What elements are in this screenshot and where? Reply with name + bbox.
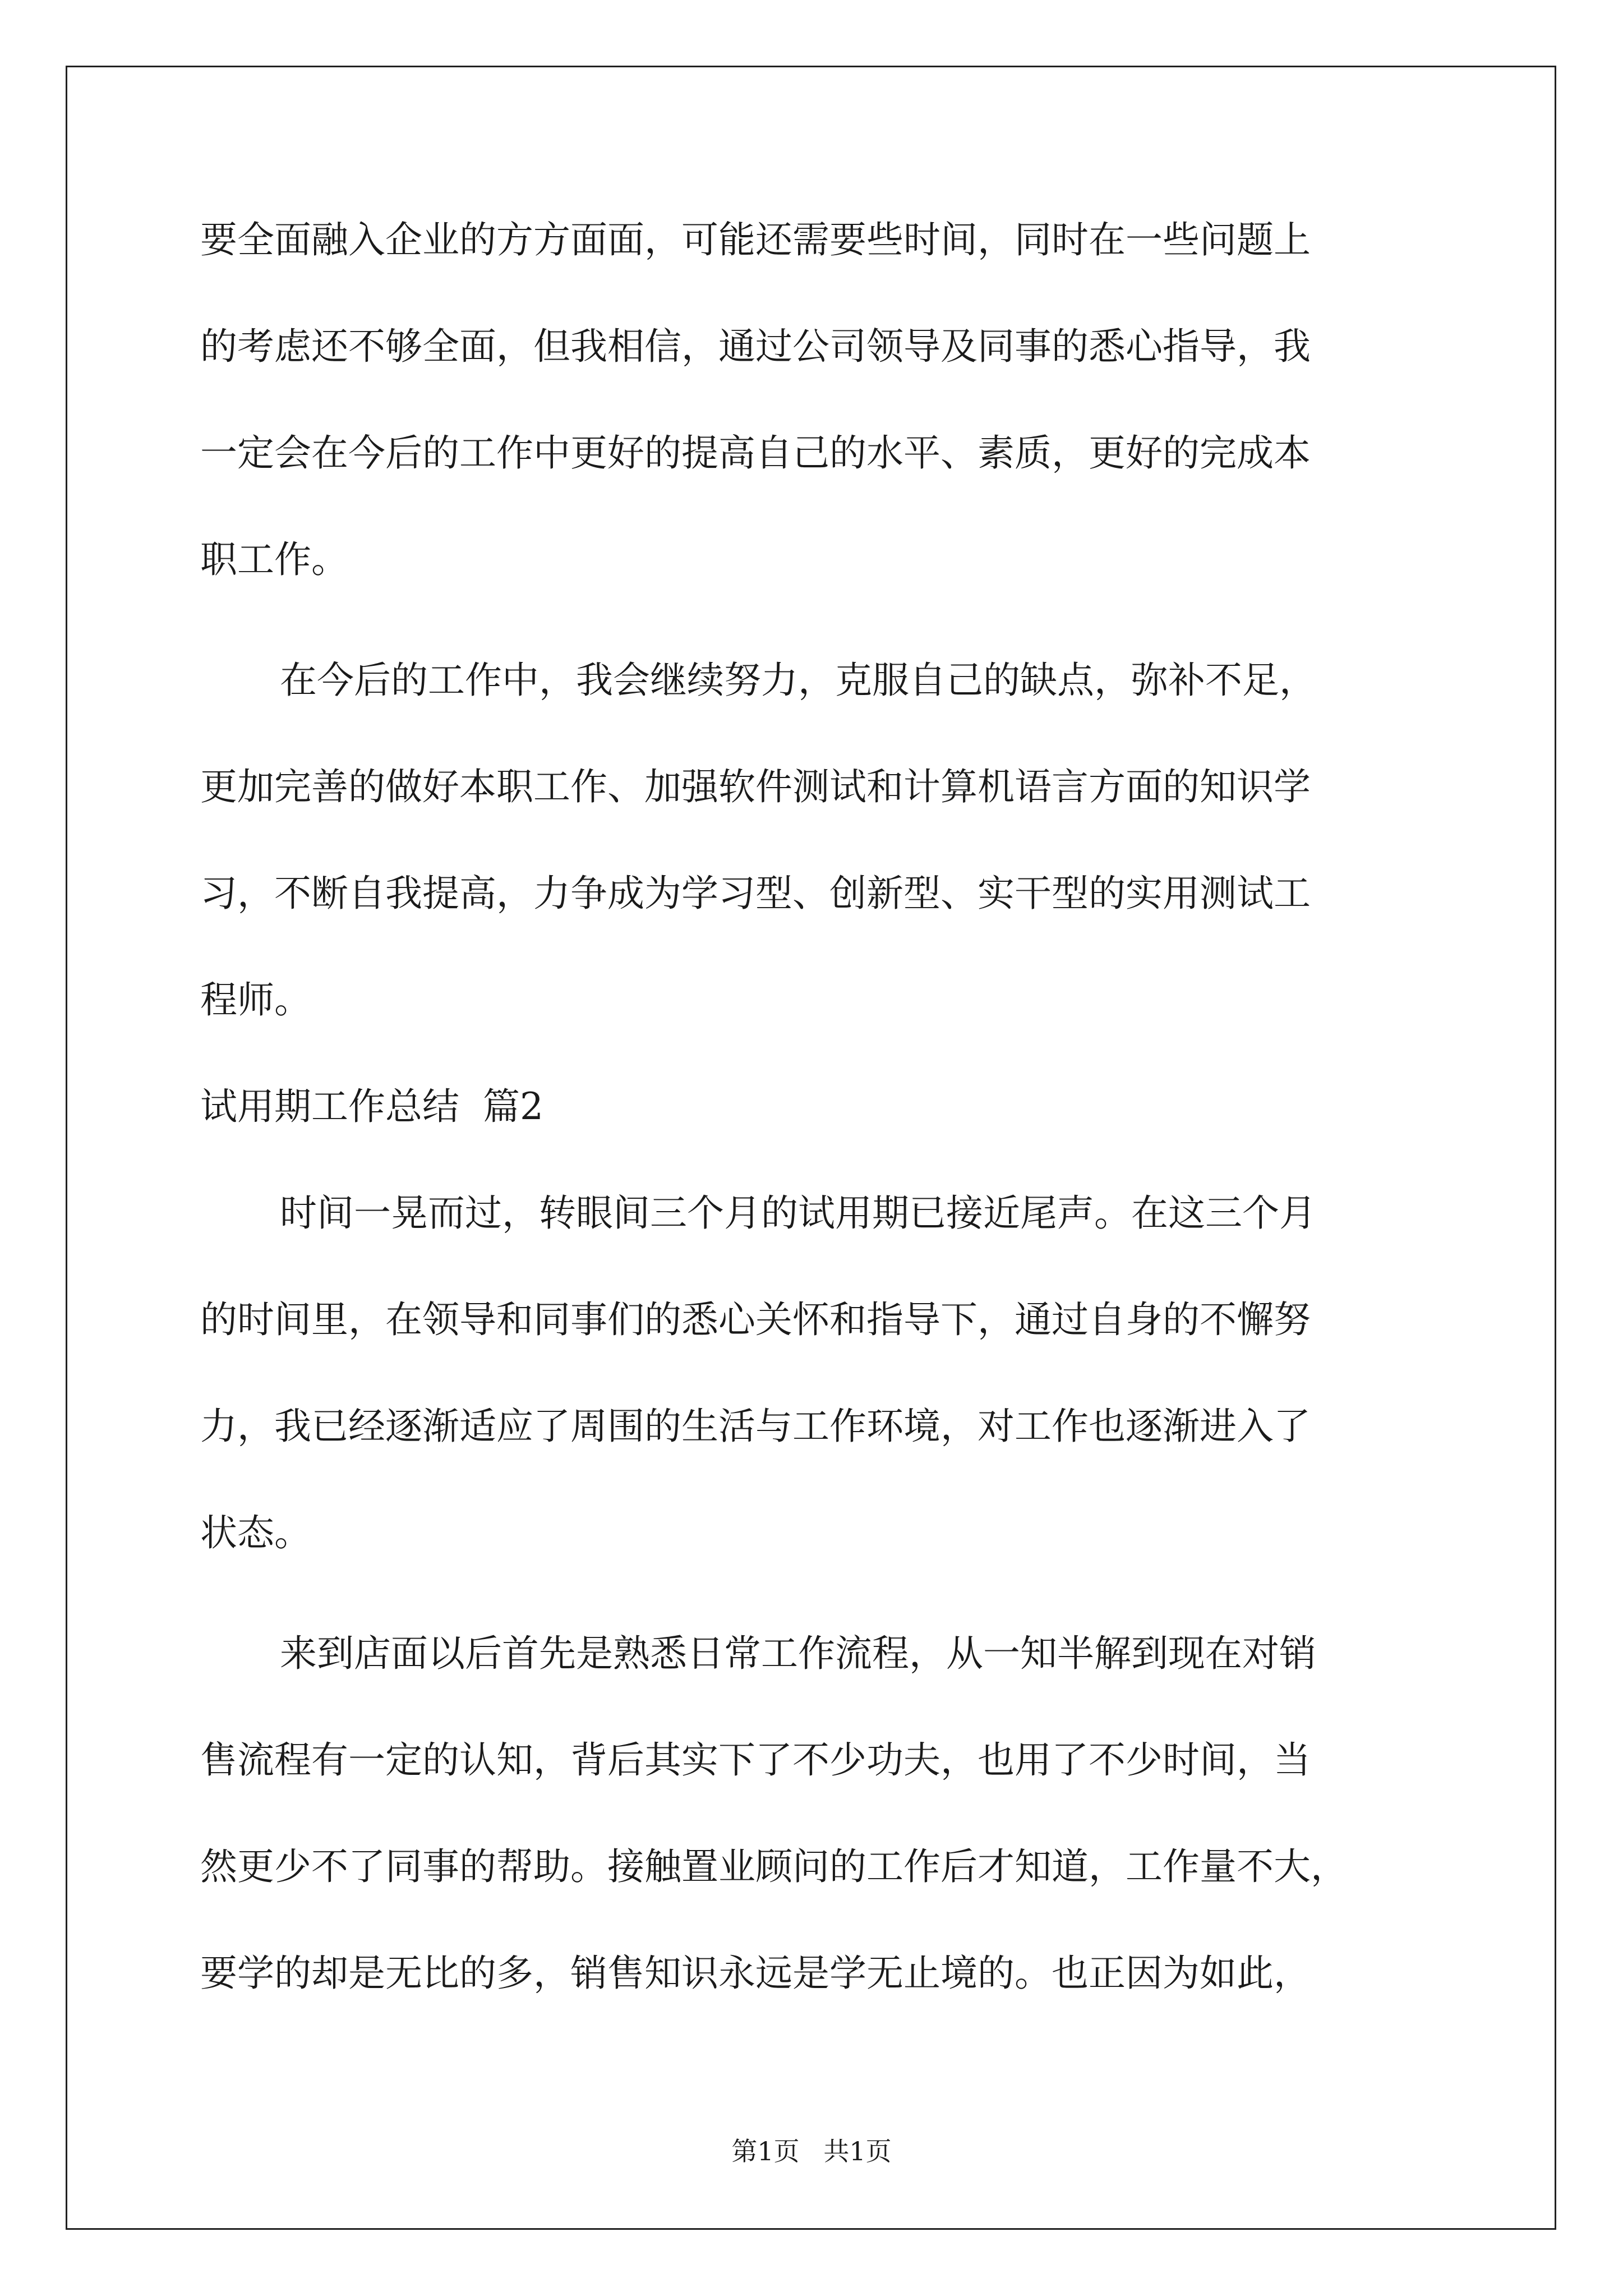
paragraph-4: [280, 1627, 1316, 1681]
text-line: 状态。: [200, 1511, 311, 1554]
text-line: 售流程有一定的认知，背后其实下了不少功夫，也用了不少时间，当: [200, 1738, 1311, 1782]
paragraph-4-line-3: [200, 1840, 1348, 1894]
paragraph-1-line-2: [200, 320, 1311, 374]
text-line: 的时间里，在领导和同事们的悉心关怀和指导下，通过自身的不懈努: [200, 1298, 1311, 1341]
text-line: 更加完善的做好本职工作、加强软件测试和计算机语言方面的知识学: [200, 765, 1311, 808]
text-line: 的考虑还不够全面，但我相信，通过公司领导及同事的悉心指导，我: [200, 325, 1311, 368]
text-line: 要全面融入企业的方方面面，可能还需要些时间，同时在一些问题上: [200, 218, 1311, 261]
paragraph-1-line-4: [200, 533, 348, 587]
paragraph-1: [200, 213, 1311, 267]
paragraph-1-line-3: [200, 426, 1311, 480]
text-line: 来到店面以后首先是熟悉日常工作流程，从一知半解到现在对销: [280, 1632, 1316, 1675]
paragraph-2-line-2: [200, 760, 1311, 814]
section-heading-text: 试用期工作总结 篇2: [200, 1085, 543, 1128]
text-line: 力，我已经逐渐适应了周围的生活与工作环境，对工作也逐渐进入了: [200, 1405, 1311, 1448]
paragraph-4-line-2: [200, 1733, 1311, 1787]
text-line: 一定会在今后的工作中更好的提高自己的水平、素质，更好的完成本: [200, 431, 1311, 475]
paragraph-2-line-4: [200, 973, 311, 1027]
page-footer: [0, 2134, 1623, 2168]
text-line: 时间一晃而过，转眼间三个月的试用期已接近尾声。在这三个月: [280, 1191, 1316, 1235]
text-line: 然更少不了同事的帮助。接触置业顾问的工作后才知道，工作量不大，: [200, 1845, 1348, 1888]
text-line: 要学的却是无比的多，销售知识永远是学无止境的。也正因为如此，: [200, 1952, 1311, 1995]
paragraph-3-line-3: [200, 1400, 1311, 1453]
paragraph-2: [280, 654, 1316, 707]
section-heading: [200, 1080, 543, 1134]
paragraph-2-line-3: [200, 867, 1311, 921]
paragraph-3-line-2: [200, 1293, 1311, 1347]
page-number-total: 共1页: [823, 2136, 892, 2166]
text-line: 职工作。: [200, 538, 348, 581]
page-number-current: 第1页: [731, 2136, 800, 2166]
paragraph-3: [280, 1186, 1316, 1240]
paragraph-4-line-4: [200, 1947, 1311, 2000]
page-border: [66, 66, 1556, 2230]
text-line: 程师。: [200, 978, 311, 1022]
text-line: 在今后的工作中，我会继续努力，克服自己的缺点，弥补不足，: [280, 659, 1316, 702]
text-line: 习，不断自我提高，力争成为学习型、创新型、实干型的实用测试工: [200, 872, 1311, 915]
paragraph-3-line-4: [200, 1506, 311, 1560]
